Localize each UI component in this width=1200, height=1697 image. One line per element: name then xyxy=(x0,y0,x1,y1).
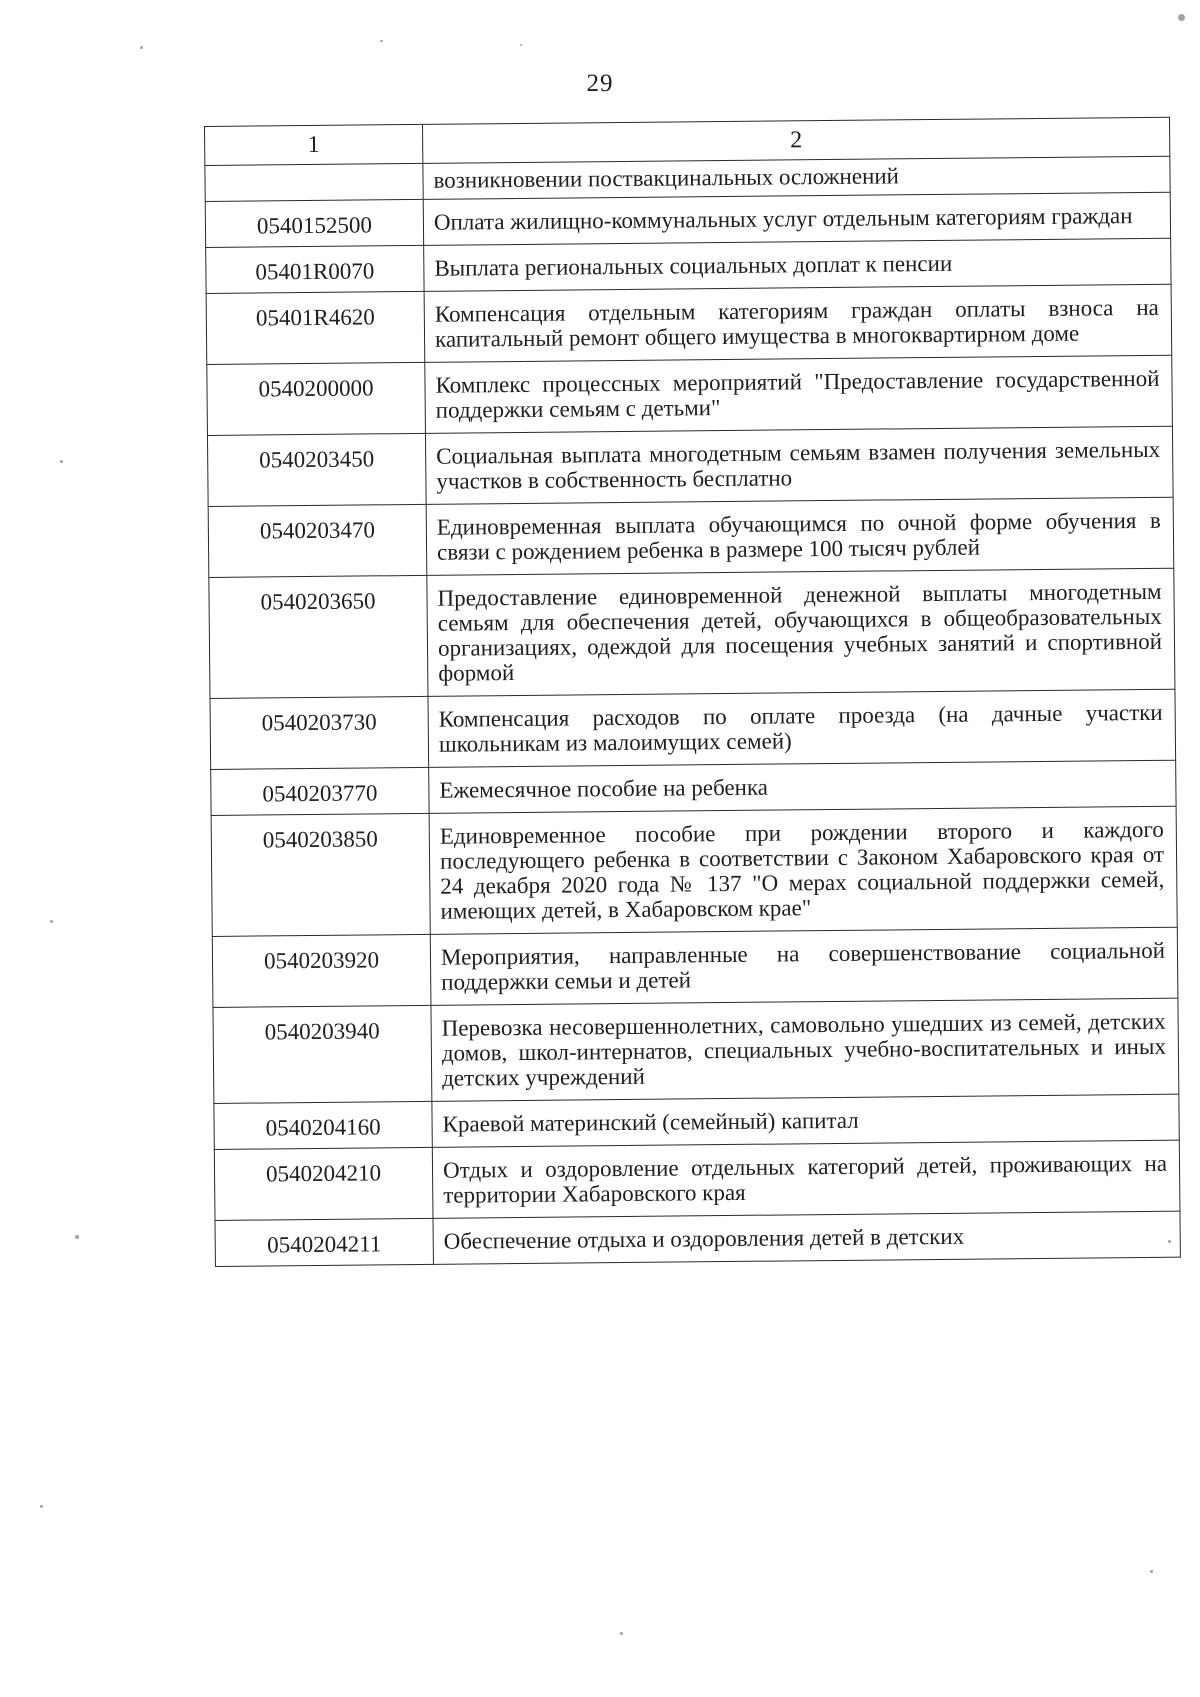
scan-speck xyxy=(140,46,143,49)
row-description: Отдых и оздоровление отдельных категорий детей, проживающих на территории Хабаровского края xyxy=(432,1140,1180,1218)
scan-speck xyxy=(620,1632,623,1635)
row-code xyxy=(205,163,423,201)
scan-speck xyxy=(1178,14,1185,21)
scan-speck xyxy=(1150,1570,1153,1573)
row-description: Перевозка несовершеннолетних, самовольно ушедших из семей, детских домов, школ-интернатов, специальных учебно-воспитательных и иных детских учреждений xyxy=(431,998,1179,1101)
row-description: Единовременное пособие при рождении второго и каждого последующего ребенка в соответствии с Законом Хабаровского края от 24 декабря 2020 года № 137 "О мерах социальной поддержки семей, имеющих детей, в Хабаровском крае" xyxy=(429,806,1177,934)
row-code: 05401R4620 xyxy=(206,291,425,364)
table-row xyxy=(211,806,1177,936)
scan-speck xyxy=(60,460,63,463)
page-number: 29 xyxy=(586,70,614,97)
row-code: 0540204210 xyxy=(214,1147,433,1220)
row-code: 0540203850 xyxy=(211,813,430,936)
row-code: 0540203450 xyxy=(207,433,426,506)
row-code: 0540200000 xyxy=(207,362,426,435)
row-description: Предоставление единовременной денежной выплаты многодетным семьям для обеспечения детей, обучающихся в общеобразовательных организациях, одеждой для посещения учебных занятий и спортивной формой xyxy=(427,568,1175,696)
row-code: 0540204211 xyxy=(215,1218,433,1266)
table-row xyxy=(206,284,1172,364)
row-code: 0540152500 xyxy=(205,199,423,247)
table-row xyxy=(214,1140,1180,1220)
row-code: 0540203650 xyxy=(209,575,428,698)
row-description: возникновении поствакцинальных осложнений xyxy=(423,156,1170,199)
row-description: Мероприятия, направленные на совершенствование социальной поддержки семьи и детей xyxy=(430,927,1178,1005)
row-code: 0540204160 xyxy=(214,1101,432,1149)
scan-speck xyxy=(50,920,53,923)
column-header-name: 2 xyxy=(422,117,1169,163)
scan-speck xyxy=(75,1235,79,1239)
row-code: 0540203730 xyxy=(210,696,429,769)
row-description: Оплата жилищно-коммунальных услуг отдельным категориям граждан xyxy=(423,192,1170,245)
table-row xyxy=(209,568,1175,698)
row-description: Обеспечение отдыха и оздоровления детей в детских xyxy=(433,1211,1180,1264)
table-row xyxy=(215,1211,1180,1266)
scan-speck xyxy=(40,1505,43,1508)
row-code: 0540203770 xyxy=(211,767,429,815)
row-description: Краевой материнский (семейный) капитал xyxy=(432,1094,1179,1147)
row-description: Комплекс процессных мероприятий "Предоставление государственной поддержки семьям с детьми" xyxy=(425,355,1173,433)
row-code: 05401R0070 xyxy=(206,245,424,293)
row-code: 0540203940 xyxy=(213,1005,432,1103)
table-row xyxy=(212,927,1178,1007)
table-row xyxy=(207,355,1173,435)
scan-speck xyxy=(1168,1240,1171,1243)
scan-speck xyxy=(380,40,383,42)
classification-table-container xyxy=(204,117,1181,1267)
row-description: Социальная выплата многодетным семьям взамен получения земельных участков в собственность бесплатно xyxy=(425,426,1173,504)
row-description: Единовременная выплата обучающимся по очной форме обучения в связи с рождением ребенка в размере 100 тысяч рублей xyxy=(426,497,1174,575)
scan-speck xyxy=(520,44,522,46)
row-description: Компенсация отдельным категориям граждан оплаты взноса на капитальный ремонт общего имущества в многоквартирном доме xyxy=(424,284,1172,362)
row-code: 0540203470 xyxy=(208,504,427,577)
table-row xyxy=(207,426,1173,506)
classification-table xyxy=(204,117,1181,1267)
table-row xyxy=(208,497,1174,577)
row-description: Выплата региональных социальных доплат к пенсии xyxy=(424,238,1171,291)
row-code: 0540203920 xyxy=(212,934,431,1007)
column-header-code: 1 xyxy=(205,124,423,165)
table-row xyxy=(210,689,1176,769)
row-description: Ежемесячное пособие на ребенка xyxy=(429,760,1176,813)
table-row xyxy=(213,998,1179,1103)
row-description: Компенсация расходов по оплате проезда (на дачные участки школьникам из малоимущих семей) xyxy=(428,689,1176,767)
